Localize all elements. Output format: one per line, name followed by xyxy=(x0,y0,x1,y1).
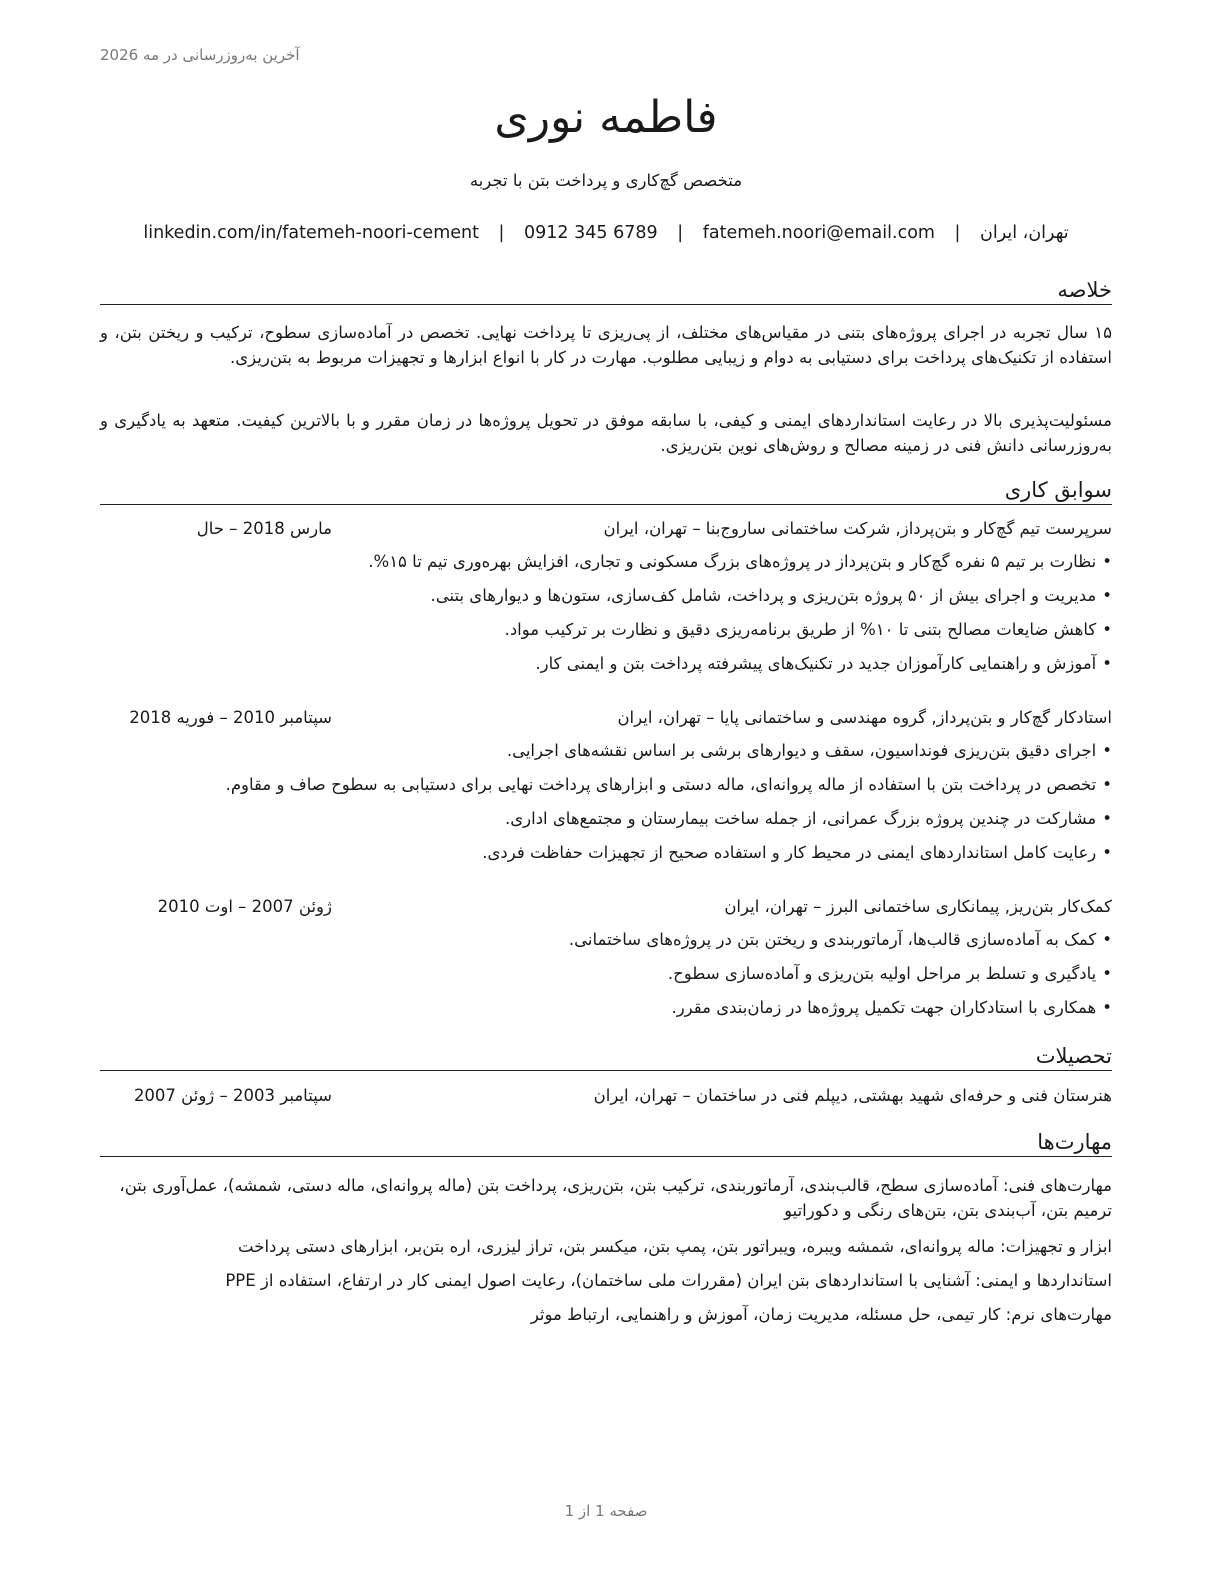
job-dates: ژوئن 2007 – اوت 2010 xyxy=(157,897,332,916)
skills-line: مهارت‌های نرم: کار تیمی، حل مسئله، مدیریت زمان، آموزش و راهنمایی، ارتباط موثر xyxy=(530,1305,1112,1324)
summary-paragraph: ۱۵ سال تجربه در اجرای پروژه‌های بتنی در مقیاس‌های مختلف، از پی‌ریزی تا پرداخت نهایی. تخصص در آماده‌سازی سطوح، ترکیب و ریختن بتن، و استفاده از تکنیک‌های پرداخت برای دستیابی به دوام و زیبایی مطلوب. مهارت در کار با انواع ابزارها و تجهیزات مربوط به بتن‌ریزی. xyxy=(100,323,1112,367)
summary-paragraph: مسئولیت‌پذیری بالا در رعایت استانداردهای ایمنی و کیفی، با سابقه موفق در تحویل پروژه‌ها در زمان مقرر و با بالاترین کیفیت. متعهد به یادگیری و به‌روزرسانی دانش فنی در زمینه مصالح و روش‌های نوین بتن‌ریزی. xyxy=(100,411,1112,455)
bullet-item xyxy=(100,618,1112,652)
bullet-text: رعایت کامل استانداردهای ایمنی در محیط کار و استفاده صحیح از تجهیزات حفاظت فردی. xyxy=(482,843,1097,862)
job-header xyxy=(100,897,1112,921)
last-updated-note: آخرین به‌روزرسانی در مه 2026 xyxy=(100,46,300,64)
contact-separator: | xyxy=(677,223,684,243)
bullet-item xyxy=(100,841,1112,875)
bullet-text: مدیریت و اجرای بیش از ۵۰ پروژه بتن‌ریزی و پرداخت، شامل کف‌سازی، ستون‌ها و دیوارهای بتنی. xyxy=(430,586,1097,605)
job-header xyxy=(100,519,1112,543)
job-header xyxy=(100,708,1112,732)
bullet-text: کاهش ضایعات مصالح بتنی تا ۱۰% از طریق برنامه‌ریزی دقیق و نظارت بر ترکیب مواد. xyxy=(504,620,1097,639)
contact-line xyxy=(100,223,1112,243)
resume-page xyxy=(100,0,1112,1584)
education-dates: سپتامبر 2003 – ژوئن 2007 xyxy=(133,1086,332,1105)
experience-heading: سوابق کاری xyxy=(100,477,1112,505)
bullet-dot-icon: • xyxy=(1102,809,1112,828)
bullet-dot-icon: • xyxy=(1102,654,1112,673)
job-title: کمک‌کار بتن‌ریز, پیمانکاری ساختمانی البرز – تهران، ایران xyxy=(724,897,1112,916)
summary-heading: خلاصه xyxy=(100,277,1112,305)
job-bullets xyxy=(100,928,1112,1030)
bullet-dot-icon: • xyxy=(1102,930,1112,949)
bullet-dot-icon: • xyxy=(1102,843,1112,862)
bullet-item xyxy=(100,739,1112,773)
bullet-text: کمک به آماده‌سازی قالب‌ها، آرماتوربندی و ریختن بتن در پروژه‌های ساختمانی. xyxy=(568,930,1097,949)
bullet-dot-icon: • xyxy=(1102,552,1112,571)
bullet-dot-icon: • xyxy=(1102,964,1112,983)
education-heading: تحصیلات xyxy=(100,1043,1112,1071)
skills-line: مهارت‌های فنی: آماده‌سازی سطح، قالب‌بندی، آرماتوربندی، ترکیب بتن، بتن‌ریزی، پرداخت بتن (ماله پروانه‌ای، ماله دستی، شمشه)، عمل‌آوری بتن، ترمیم بتن، آب‌بندی بتن، بتن‌های رنگی و دکوراتیو xyxy=(119,1176,1112,1220)
job-bullets xyxy=(100,739,1112,875)
bullet-item xyxy=(100,962,1112,996)
contact-linkedin[interactable]: linkedin.com/in/fatemeh-noori-cement xyxy=(143,223,479,243)
contact-location: تهران، ایران xyxy=(980,223,1069,243)
job-title: استادکار گچ‌کار و بتن‌پرداز, گروه مهندسی و ساختمانی پایا – تهران، ایران xyxy=(617,708,1112,727)
skills-heading: مهارت‌ها xyxy=(100,1129,1112,1157)
job-title: سرپرست تیم گچ‌کار و بتن‌پرداز, شرکت ساختمانی ساروج‌بنا – تهران، ایران xyxy=(603,519,1112,538)
contact-separator: | xyxy=(498,223,505,243)
bullet-item xyxy=(100,807,1112,841)
bullet-item xyxy=(100,550,1112,584)
skills-line: استانداردها و ایمنی: آشنایی با استانداردهای بتن ایران (مقررات ملی ساختمان)، رعایت اصول ایمنی کار در ارتفاع، استفاده از PPE xyxy=(225,1271,1112,1290)
contact-separator: | xyxy=(954,223,961,243)
bullet-item xyxy=(100,928,1112,962)
contact-email[interactable]: fatemeh.noori@email.com xyxy=(702,223,935,243)
education-entry xyxy=(100,1086,1112,1110)
bullet-text: نظارت بر تیم ۵ نفره گچ‌کار و بتن‌پرداز در پروژه‌های بزرگ مسکونی و تجاری، افزایش بهره‌وری تیم تا ۱۵%. xyxy=(368,552,1097,571)
bullet-dot-icon: • xyxy=(1102,998,1112,1017)
bullet-text: یادگیری و تسلط بر مراحل اولیه بتن‌ریزی و آماده‌سازی سطوح. xyxy=(667,964,1097,983)
job-dates: سپتامبر 2010 – فوریه 2018 xyxy=(129,708,332,727)
bullet-dot-icon: • xyxy=(1102,741,1112,760)
candidate-name: فاطمه نوری xyxy=(494,92,718,143)
candidate-title: متخصص گچ‌کاری و پرداخت بتن با تجربه xyxy=(469,171,743,190)
page-number: صفحه 1 از 1 xyxy=(564,1502,648,1520)
job-dates: مارس 2018 – حال xyxy=(196,519,332,538)
job-bullets xyxy=(100,550,1112,686)
bullet-text: تخصص در پرداخت بتن با استفاده از ماله پروانه‌ای، ماله دستی و ابزارهای پرداخت نهایی برای دستیابی به سطوح صاف و مقاوم. xyxy=(225,775,1097,794)
bullet-dot-icon: • xyxy=(1102,775,1112,794)
bullet-text: همکاری با استادکاران جهت تکمیل پروژه‌ها در زمان‌بندی مقرر. xyxy=(671,998,1097,1017)
bullet-item xyxy=(100,584,1112,618)
skills-line: ابزار و تجهیزات: ماله پروانه‌ای، شمشه ویبره، ویبراتور بتن، پمپ بتن، میکسر بتن، تراز لیزری، اره بتن‌بر، ابزارهای دستی پرداخت xyxy=(238,1237,1112,1256)
bullet-item xyxy=(100,652,1112,686)
contact-phone: 0912 345 6789 xyxy=(524,223,658,243)
bullet-item xyxy=(100,996,1112,1030)
bullet-text: آموزش و راهنمایی کارآموزان جدید در تکنیک‌های پیشرفته پرداخت بتن و ایمنی کار. xyxy=(535,654,1097,673)
bullet-text: مشارکت در چندین پروژه بزرگ عمرانی، از جمله ساخت بیمارستان و مجتمع‌های اداری. xyxy=(505,809,1097,828)
bullet-dot-icon: • xyxy=(1102,620,1112,639)
education-title: هنرستان فنی و حرفه‌ای شهید بهشتی, دیپلم فنی در ساختمان – تهران، ایران xyxy=(593,1086,1112,1105)
bullet-item xyxy=(100,773,1112,807)
bullet-dot-icon: • xyxy=(1102,586,1112,605)
bullet-text: اجرای دقیق بتن‌ریزی فونداسیون، سقف و دیوارهای برشی بر اساس نقشه‌های اجرایی. xyxy=(506,741,1097,760)
